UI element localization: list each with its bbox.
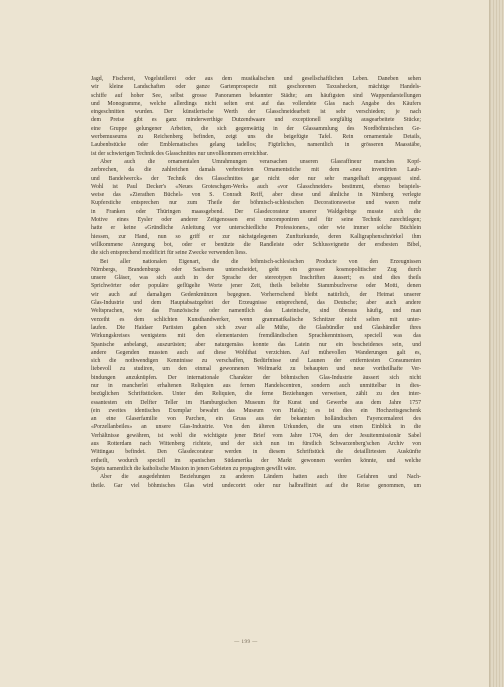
text-line: Glas-Industrie und dem Hauptabsatzgebiet der Erzeugnisse entsprechend, das Deutsche; aber auch andere bbox=[91, 300, 421, 307]
text-line: Nürnbergs, Brandenburgs oder Sachsens unterscheidet, geht ein grosser kosmopolitischer Zug durch bbox=[91, 266, 421, 273]
paragraph-start-line: Bei aller nationalen Eigenart, die die böhmisch-schlesischen Producte von den Erzeugnissen bbox=[100, 258, 421, 265]
text-line: verzeiht es dem schlichten Kunsthandwerker, wenn grammatikalische Schnitzer nicht selten mit unter- bbox=[91, 316, 421, 323]
text-line: Jagd, Fischerei, Vogelstellerei oder aus dem musikalischen und gesellschaftlichen Leben. Daneben sehen bbox=[91, 76, 421, 82]
text-line: schiffe auf hoher See, selbst grosse Panoramen bekannter Städte; am häufigsten sind Wappendarstellungen bbox=[91, 92, 421, 99]
text-line: (ein zweites identisches Exemplar bewahrt das Museum von Haida); es ist dies ein Hochzeitsgeschenk bbox=[91, 407, 421, 414]
page-number: — 199 — bbox=[234, 640, 258, 645]
text-line: ertheilt, wodurch speciell im spanischen Südamerika der Markt gewonnen werden könnte, und welche bbox=[91, 457, 421, 464]
text-line: Wohl ist Paul Decker's «Neues Groteschgen-Werk» auch «vor Glasschneider» bestimmt, ebenso beispiels- bbox=[91, 183, 421, 190]
text-line: und Monogramme, welche allerdings nicht selten erst auf das vollendete Glas nach Angabe des Käufers bbox=[91, 100, 421, 107]
text-line: hatte er keine «Gründliche Anleitung vor unterschiedliche Professionen», oder wie immer solche Büchlein bbox=[91, 225, 421, 232]
text-line: Wittingau befindet. Den Glasdecorateur werden in diesem Schriftstück die detaillirtesten Auskünfte bbox=[91, 449, 421, 456]
body-text bbox=[91, 75, 421, 490]
paragraph-start-line: Aber auch die ornamentalen Umrahmungen verarsachen unseren Glasraffineur manches Kopf- bbox=[100, 158, 421, 165]
text-line: essantesten ein Delfter Teller im Hamburgischen Museum für Kunst und Gewerbe aus dem Jahre 1757 bbox=[91, 399, 421, 406]
text-line: wir kleine Landschaften oder ganze Gartenprospecte mit geschorenen Taxushecken, mächtige Handels- bbox=[91, 84, 421, 91]
text-line: zerbrechen, da die zahlreichen damals verbreiteten Ornamentstiche mit dem «neu inventirten Laub- bbox=[91, 167, 421, 174]
text-line: dem Preise gibt es ganz minderwerthige Dutzendwaare und exceptionell sorgfältig ausgearbeitete Stücke; bbox=[91, 117, 421, 124]
text-line: Laubenbstücke oder Emblematisches gelang tadellos; Figürliches, namentlich in grösseren Maasstäbe, bbox=[91, 142, 421, 149]
text-line: Spanische anbelangt, auszurüsten; aber naturgemäss konnte das Latein nur ein bescheidenes sein, und bbox=[91, 341, 421, 348]
text-line: aus Rotterdam nach Wittenberg richtete, und der sich nun im fürstlich Schwarzenberg'schen Archiv von bbox=[91, 441, 421, 448]
text-line: unsere Gläser, was sich auch in der Sprache der stereotypen Inschriften äussert; es sind dies theils bbox=[91, 275, 421, 282]
text-line: theile. Gar viel böhmisches Glas wird undecorirt oder nur halbraffinirt auf die Reise genommen, um bbox=[91, 482, 421, 489]
text-line: werbemuseums zu Reichenberg befinden, zeigt uns die beigefügte Tafel. Rein ornamentale Details, bbox=[91, 134, 421, 141]
text-line: Verhältnisse gewähren, ist wohl die wichtigste jener Brief vom Jahre 1704, den der Jesuitenmissionär Sabel bbox=[91, 432, 421, 439]
page-edge bbox=[490, 0, 504, 687]
text-line: ist der schwierigen Technik des Glasschnittes nur unvollkommen erreichbar. bbox=[91, 150, 269, 157]
text-line: wir auch auf damaligen Gedenkmünzen begegnen. Vorherrschend bleibt natürlich, der Heimat unserer bbox=[91, 291, 421, 298]
text-line: hiessen, zur Hand, nun so griff er zur nächstgelegenen Zunfturkunde, deren Kalligraphenschnörkel ihm bbox=[91, 233, 421, 240]
text-line: Weltsprachen, wie das Französische oder namentlich das Lateinische, sind überaus häufig, und man bbox=[91, 308, 421, 315]
text-line: an eine Glaserfamilie von Parchen, ein Gruss aus der bekannten holländischen Fayencemalerei des bbox=[91, 416, 421, 423]
text-line: und Bandelwerck» der Technik des Glasschnittes gar nicht oder nur sehr mangelhaft angepasst sind. bbox=[91, 175, 421, 182]
text-line: Motive eines Eysler oder anderer Zeitgenossen erst umcomponiren und für seine Technik zurechtlegen; bbox=[91, 217, 421, 224]
text-line: Wirkungskreises wenigstens mit den elementarsten fremdländischen Sprachkenntnissen, speciell was das bbox=[91, 333, 421, 340]
text-line: willkommene Anregung bot, oder er benützte die Randleiste oder Schlussvignette der erstbesten Bibel, bbox=[91, 241, 421, 248]
text-line: Sprichwörter oder populäre geflügelte Worte jener Zeit, theils beliebte Stammbuchverse oder Motti, denen bbox=[91, 283, 421, 290]
text-line: in Franken oder Thüringen maassgebend. Der Glasdecorateur unserer Waldgebirge musste sich die bbox=[91, 208, 421, 215]
text-line: Sujets namentlich die katholische Mission in jenen Gebieten zu propagiren gewillt wäre. bbox=[91, 465, 297, 472]
text-line: nur in mancherlei erhaltenen Reliquien aus fernen Handelscentren, sondern auch unmittelbar in dies- bbox=[91, 382, 421, 389]
text-line: laufen. Die Haidaer Pariisten gaben sich zwar alle Mühe, die Glasbündler und Glashändler ihres bbox=[91, 324, 421, 331]
text-line: bindungen anzuknüpfen. Der internationale Charakter der böhmischen Glas-Industrie äussert sich nicht bbox=[91, 374, 421, 381]
text-line: weise das «Zierathen Büchel» von S. Conradt Reiff, aber diese und ähnliche in Nürnberg verlegte bbox=[91, 192, 421, 199]
text-line: Kupferstiche entsprechen nur zum Theile der böhmisch-schlesischen Decorationsweise und waren mehr bbox=[91, 200, 421, 207]
text-line: bezüglichen Schriftstücken. Unter den Reliquien, die ferne Beziehungen verweisen, zählt zu den inter- bbox=[91, 391, 421, 398]
text-line: die sich entsprechend modificirt für seine Zwecke verwenden liess. bbox=[91, 250, 247, 257]
paragraph-start-line: Aber die ausgedehnten Beziehungen zu anderen Ländern hatten auch ihre Gefahren und Nach- bbox=[100, 474, 421, 481]
text-line: eingeschnitten wurden. Der künstlerische Werth der Glasschneidearbeit ist sehr verschieden; je nach bbox=[91, 109, 421, 116]
text-line: andere Gegenden mussten auch auf diese Wohlthat verzichten. Auf mühevollen Wanderungen galt es, bbox=[91, 349, 421, 356]
text-line: eine Gruppe gelungener Arbeiten, die sich gegenwärtig in der Glassammlung des Nordböhmischen Ge- bbox=[91, 125, 421, 132]
text-line: sich die nothwendigen Kenntnisse zu verschaffen, Bedürfnisse und Launen der entferntesten Consumenten bbox=[91, 358, 421, 365]
text-line: liebevoll zu studiren, um den einmal gewonnenen Weltmarkt zu behaupten und neue vortheilhafte Ver- bbox=[91, 366, 421, 373]
text-line: «Porzellanbeiles» an unsere Glas-Industrie. Von den älteren Urkunden, die uns einen Einblick in die bbox=[91, 424, 421, 431]
